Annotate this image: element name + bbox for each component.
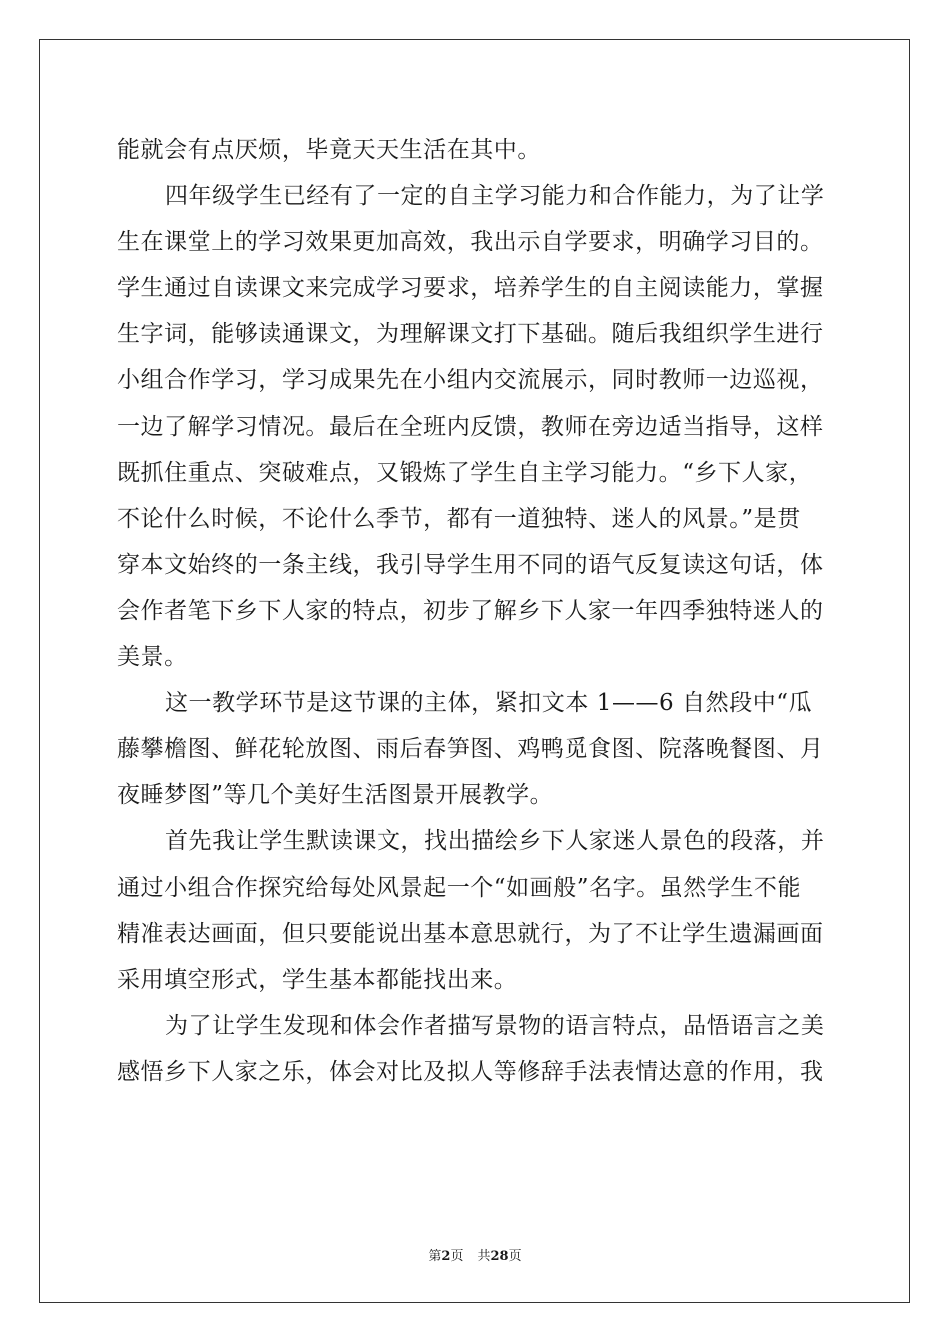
text-line: 这一教学环节是这节课的主体，紧扣文本 1——6 自然段中“瓜 [165,690,813,717]
text-line: 藤攀檐图、鲜花轮放图、雨后春笋图、鸡鸭觅食图、院落晚餐图、月 [117,736,824,763]
text-line: 采用填空形式，学生基本都能找出来。 [117,966,518,993]
text-line: 通过小组合作探究给每处风景起一个“如画般”名字。虽然学生不能 [117,874,802,901]
text-line: 感悟乡下人家之乐，体会对比及拟人等修辞手法表情达意的作用，我 [117,1058,824,1085]
text-line: 四年级学生已经有了一定的自主学习能力和合作能力，为了让学 [165,183,825,210]
text-line: 为了让学生发现和体会作者描写景物的语言特点，品悟语言之美 [165,1012,825,1039]
text-line: 精准表达画面，但只要能说出基本意思就行，为了不让学生遗漏画面 [117,920,824,947]
text-line: 美景。 [117,644,188,671]
total-suffix: 页 [508,1249,522,1264]
page-footer [0,1245,950,1264]
text-line: 生在课堂上的学习效果更加高效，我出示自学要求，明确学习目的。 [117,229,824,256]
total-page-number: 28 [490,1249,509,1264]
text-line: 一边了解学习情况。最后在全班内反馈，教师在旁边适当指导，这样 [117,413,824,440]
text-line: 不论什么时候，不论什么季节，都有一道独特、迷人的风景。”是贯 [117,505,801,532]
text-line: 学生通过自读课文来完成学习要求，培养学生的自主阅读能力，掌握 [117,275,824,302]
page-suffix: 页 [450,1249,464,1264]
text-line: 穿本文始终的一条主线，我引导学生用不同的语气反复读这句话，体 [117,551,824,578]
total-prefix: 共 [477,1249,491,1264]
document-body [117,127,833,1095]
text-line: 生字词，能够读通课文，为理解课文打下基础。随后我组织学生进行 [117,321,824,348]
text-line: 既抓住重点、突破难点，又锻炼了学生自主学习能力。“乡下人家， [117,459,813,486]
text-line: 会作者笔下乡下人家的特点，初步了解乡下人家一年四季独特迷人的 [117,597,824,624]
text-line: 首先我让学生默读课文，找出描绘乡下人家迷人景色的段落，并 [165,828,825,855]
current-page-number: 2 [441,1249,451,1264]
text-line: 小组合作学习，学习成果先在小组内交流展示，同时教师一边巡视， [117,367,824,394]
page-prefix: 第 [428,1249,442,1264]
text-line: 能就会有点厌烦，毕竟天天生活在其中。 [117,137,541,163]
text-line: 夜睡梦图”等几个美好生活图景开展教学。 [117,782,554,809]
